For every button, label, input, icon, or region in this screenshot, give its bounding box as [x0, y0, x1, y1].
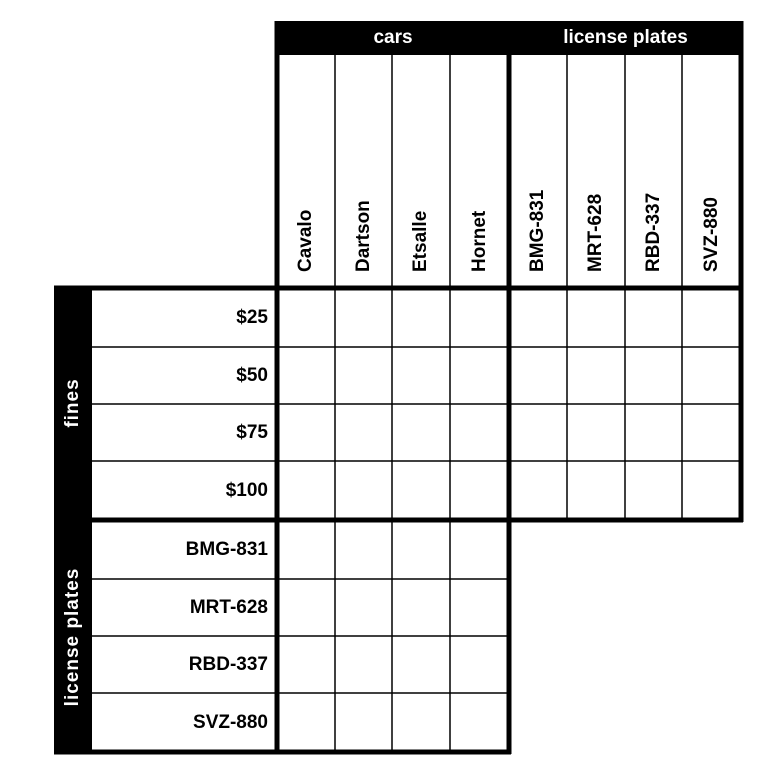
column-label: BMG-831	[527, 189, 548, 272]
row-label: MRT-628	[189, 596, 268, 618]
column-label: Etsalle	[410, 210, 431, 272]
group-label: license plates	[563, 27, 688, 48]
row-label: $75	[236, 421, 268, 443]
column-label: Hornet	[468, 210, 490, 272]
row-label: $25	[236, 306, 268, 328]
column-label: Dartson	[352, 200, 374, 272]
group-label: license plates	[62, 567, 83, 707]
row-label: BMG-831	[185, 538, 268, 560]
group-label: cars	[373, 27, 413, 48]
row-label: RBD-337	[188, 653, 268, 675]
column-label: Cavalo	[295, 209, 316, 272]
column-label: MRT-628	[585, 193, 606, 272]
row-label: SVZ-880	[193, 711, 268, 733]
column-label: RBD-337	[642, 192, 664, 272]
group-label: fines	[62, 378, 83, 428]
row-label: $50	[236, 364, 268, 386]
column-label: SVZ-880	[700, 197, 722, 272]
row-label: $100	[225, 479, 268, 501]
